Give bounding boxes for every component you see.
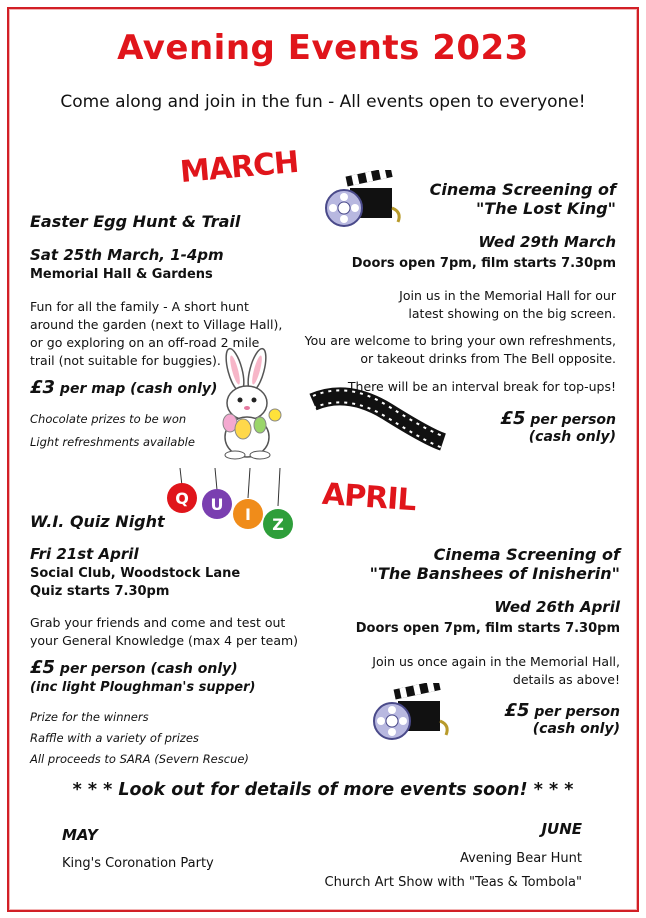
svg-text:I: I (245, 505, 251, 524)
page-subtitle: Come along and join in the fun - All events open to everyone! (60, 92, 586, 112)
quiz-notes: Prize for the winners Raffle with a variety of prizes All proceeds to SARA (Severn Rescue) (30, 710, 249, 766)
cinema-april-price: £5 per person (cash only) (504, 700, 620, 737)
egg-hunt-note-1: Chocolate prizes to be won (30, 412, 187, 426)
may-heading: MAY (62, 826, 98, 844)
cinema-march-date: Wed 29th March (478, 233, 616, 251)
egg-hunt-description: Fun for all the family - A short hunt around the garden (next to Village Hall), or go exploring on an off-road 2 mile trail (not suitable for buggies). (30, 299, 283, 368)
egg-hunt-note-2: Light refreshments available (30, 435, 195, 449)
march-heading: MARCH (178, 144, 300, 191)
more-events-banner: * * * Look out for details of more events soon! * * * (72, 780, 574, 800)
quiz-title: W.I. Quiz Night (30, 512, 165, 531)
cinema-april-desc: Join us once again in the Memorial Hall, details as above! (372, 654, 620, 687)
cinema-april-doors: Doors open 7pm, film starts 7.30pm (355, 621, 620, 636)
quiz-badge-icon (160, 468, 300, 548)
cinema-march-desc-2: You are welcome to bring your own refreshments, or takeout drinks from The Bell opposite. (304, 333, 616, 366)
svg-text:U: U (210, 495, 224, 514)
cinema-march-price: £5 per person (cash only) (500, 408, 616, 445)
page-title: Avening Events 2023 (117, 28, 529, 68)
egg-hunt-price: £3 per map (cash only) (30, 377, 218, 398)
june-events: Avening Bear Hunt Church Art Show with "Teas & Tombola" (324, 851, 582, 890)
egg-hunt-date: Sat 25th March, 1-4pm (30, 246, 224, 264)
cinema-march-desc-3: There will be an interval break for top-ups! (347, 379, 616, 394)
egg-hunt-title: Easter Egg Hunt & Trail (30, 212, 241, 231)
cinema-april-date: Wed 26th April (494, 598, 620, 616)
clapperboard-icon (322, 170, 412, 230)
april-heading: APRIL (320, 476, 417, 519)
quiz-date: Fri 21st April (30, 545, 139, 563)
june-heading: JUNE (541, 820, 582, 838)
film-strip-icon (308, 382, 448, 462)
quiz-description: Grab your friends and come and test out your General Knowledge (max 4 per team) (30, 615, 299, 648)
quiz-venue: Social Club, Woodstock Lane (30, 566, 241, 581)
quiz-price: £5 per person (cash only) (30, 657, 238, 678)
may-event: King's Coronation Party (62, 856, 214, 871)
easter-bunny-icon (205, 345, 290, 460)
egg-hunt-venue: Memorial Hall & Gardens (30, 267, 213, 282)
clapperboard-icon-2 (370, 683, 460, 743)
quiz-time: Quiz starts 7.30pm (30, 584, 170, 599)
cinema-march-title: Cinema Screening of "The Lost King" (429, 180, 616, 218)
quiz-price-note: (inc light Ploughman's supper) (30, 680, 256, 695)
cinema-march-doors: Doors open 7pm, film starts 7.30pm (351, 256, 616, 271)
svg-text:Z: Z (272, 515, 284, 534)
cinema-april-title: Cinema Screening of "The Banshees of Inisherin" (369, 545, 620, 583)
cinema-march-desc: Join us in the Memorial Hall for our latest showing on the big screen. (399, 288, 616, 321)
svg-text:Q: Q (175, 489, 189, 508)
